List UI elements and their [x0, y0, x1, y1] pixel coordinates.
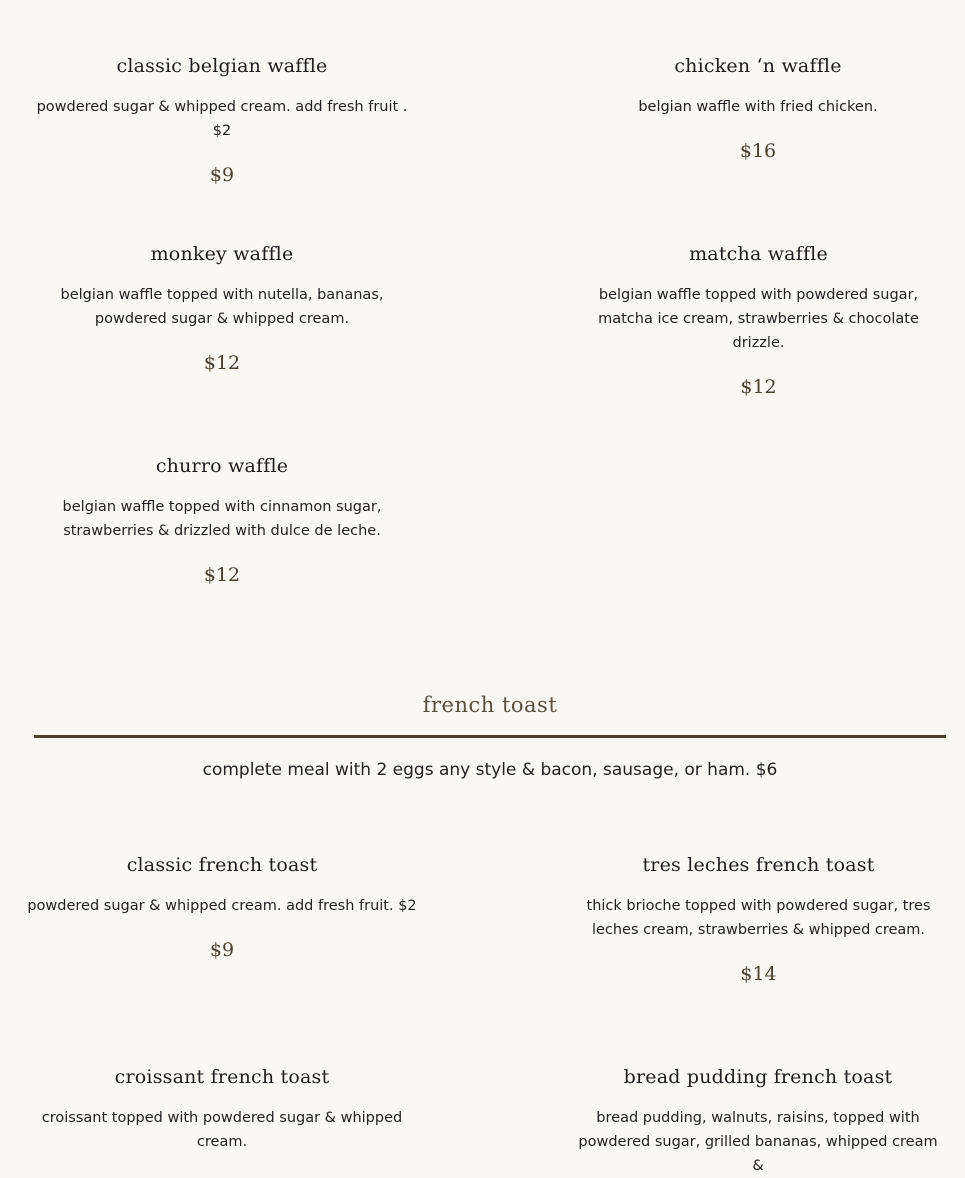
item-name: classic belgian waffle: [116, 55, 328, 77]
menu-item-classic-belgian-waffle: [27, 54, 417, 187]
item-price: $12: [740, 376, 777, 398]
item-price: $9: [209, 164, 235, 186]
item-description: croissant topped with powdered sugar & whipped cream.: [41, 1110, 403, 1150]
item-name: churro waffle: [155, 455, 289, 477]
menu-item-churro-waffle: [57, 454, 387, 587]
item-description: belgian waffle topped with cinnamon sugar, strawberries & drizzled with dulce de leche.: [62, 499, 382, 539]
item-description: belgian waffle topped with nutella, bananas, powdered sugar & whipped cream.: [60, 287, 384, 327]
menu-item-croissant-french-toast: [40, 1065, 404, 1154]
item-name: monkey waffle: [150, 243, 294, 265]
section-title: french toast: [422, 693, 558, 717]
menu-item-matcha-waffle: [570, 242, 947, 399]
item-description: belgian waffle with fried chicken.: [638, 99, 878, 115]
item-description: belgian waffle topped with powdered sugar, matcha ice cream, strawberries & chocolate drizzle.: [598, 287, 919, 351]
item-price: $14: [740, 963, 777, 985]
menu-item-classic-french-toast: [27, 853, 417, 962]
item-name: matcha waffle: [689, 243, 828, 265]
item-price: $16: [739, 140, 777, 162]
section-note: complete meal with 2 eggs any style & bacon, sausage, or ham. $6: [202, 760, 778, 780]
item-name: tres leches french toast: [642, 854, 875, 876]
menu-item-monkey-waffle: [57, 242, 387, 375]
menu-item-chicken-n-waffle: [563, 54, 953, 163]
menu-item-bread-pudding-french-toast: [573, 1065, 943, 1178]
item-description: thick brioche topped with powdered sugar, tres leches cream, strawberries & whipped cream.: [586, 898, 931, 938]
item-name: classic french toast: [126, 854, 318, 876]
item-description: powdered sugar & whipped cream. add fresh fruit . $2: [36, 99, 408, 139]
item-price: $9: [209, 939, 235, 961]
item-name: croissant french toast: [114, 1066, 330, 1088]
section-divider: [34, 735, 946, 738]
item-description: bread pudding, walnuts, raisins, topped with powdered sugar, grilled bananas, whipped cream &: [578, 1110, 938, 1174]
item-price: $12: [203, 564, 241, 586]
item-description: powdered sugar & whipped cream. add fresh fruit. $2: [27, 898, 417, 914]
item-name: chicken ‘n waffle: [674, 55, 842, 77]
item-name: bread pudding french toast: [623, 1066, 893, 1088]
item-price: $12: [203, 352, 241, 374]
menu-item-tres-leches-french-toast: [566, 853, 951, 986]
